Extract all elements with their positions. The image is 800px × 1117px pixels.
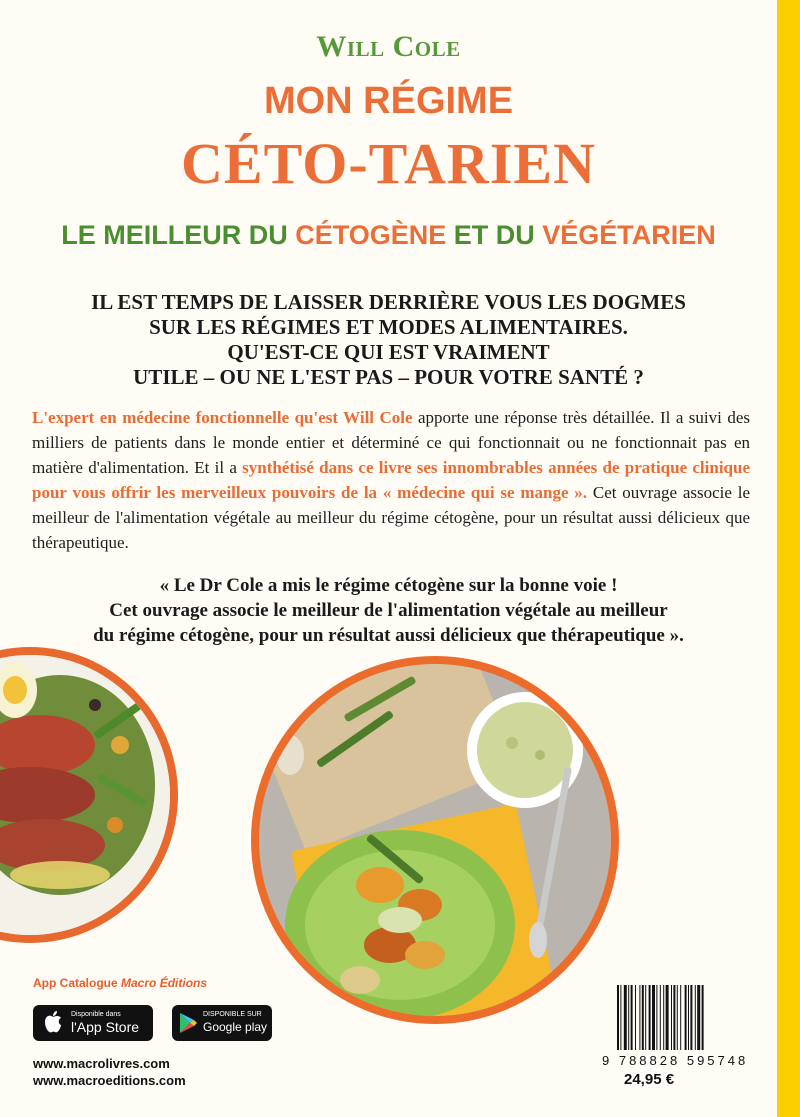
testimonial-quote [0,573,777,648]
website-url[interactable]: www.macrolivres.com [33,1056,170,1071]
subtitle-keto: CÉTOGÈNE [295,220,447,250]
author-name: Will Cole [316,30,461,63]
body-highlight: L'expert en médecine fonctionnelle qu'est Will Cole [32,408,413,427]
quote-line: « Le Dr Cole a mis le régime cétogène sur la bonne voie ! [159,575,618,596]
quote-line: Cet ouvrage associe le meilleur de l'alimentation végétale au meilleur [109,600,668,621]
isbn-number: 9 788828 595748 [602,1053,749,1068]
google-play-small-text: DISPONIBLE SUR [203,1011,262,1018]
google-play-badge[interactable] [172,1005,272,1041]
spine-strip [777,0,800,1117]
website-url[interactable]: www.macroeditions.com [33,1073,186,1088]
app-store-badge[interactable] [33,1005,153,1041]
headline-line: UTILE – OU NE L'EST PAS – POUR VOTRE SANTÉ ? [133,365,644,389]
app-catalogue-text: App Catalogue [33,976,122,990]
title-line-1-text: MON RÉGIME [263,80,514,122]
subtitle-part: ET DU [446,220,543,250]
google-play-icon [178,1012,198,1034]
title-line-2 [0,130,777,197]
lettuce-wrap-photo [250,655,620,1025]
body-text-part: apporte une réponse très détaillée. Il a suivi des milliers de patients dans le monde entier et déterminé ce qui fonctionnait ou ne fonctionnait pas en matière d'alimentation. Et il a [32,408,750,477]
apple-icon [41,1010,65,1036]
quote-line: du régime cétogène, pour un résultat aussi délicieux que thérapeutique ». [93,625,684,646]
headline-line: QU'EST-CE QUI EST VRAIMENT [227,340,550,364]
barcode [615,985,755,1050]
app-catalogue-label [33,976,207,990]
app-store-small-text: Disponible dans [71,1011,121,1018]
headline [0,290,777,390]
title-line-1 [0,80,777,123]
google-play-big-text: Google play [203,1020,268,1034]
body-highlight: synthétisé dans ce livre ses innombrables années de pratique clinique pour vous offrir les merveilleux pouvoirs de la « médecine qui se mange ». [32,458,750,502]
price: 24,95 € [624,1071,675,1088]
app-store-big-text: l'App Store [71,1019,140,1035]
headline-line: SUR LES RÉGIMES ET MODES ALIMENTAIRES. [149,315,628,339]
subtitle-veg: VÉGÉTARIEN [542,220,716,250]
headline-line: IL EST TEMPS DE LAISSER DERRIÈRE VOUS LES DOGMES [91,290,686,314]
body-text [32,405,750,555]
title-line-2-text: CÉTO-TARIEN [181,131,596,196]
salad-plate-photo [0,645,215,945]
app-catalogue-brand: Macro Éditions [121,976,208,990]
subtitle-part: LE MEILLEUR DU [61,220,296,250]
subtitle [0,220,777,251]
body-text-part: Cet ouvrage associe le meilleur de l'alimentation végétale au meilleur du régime cétogène, pour un résultat aussi délicieux que thérapeutique. [32,483,750,552]
